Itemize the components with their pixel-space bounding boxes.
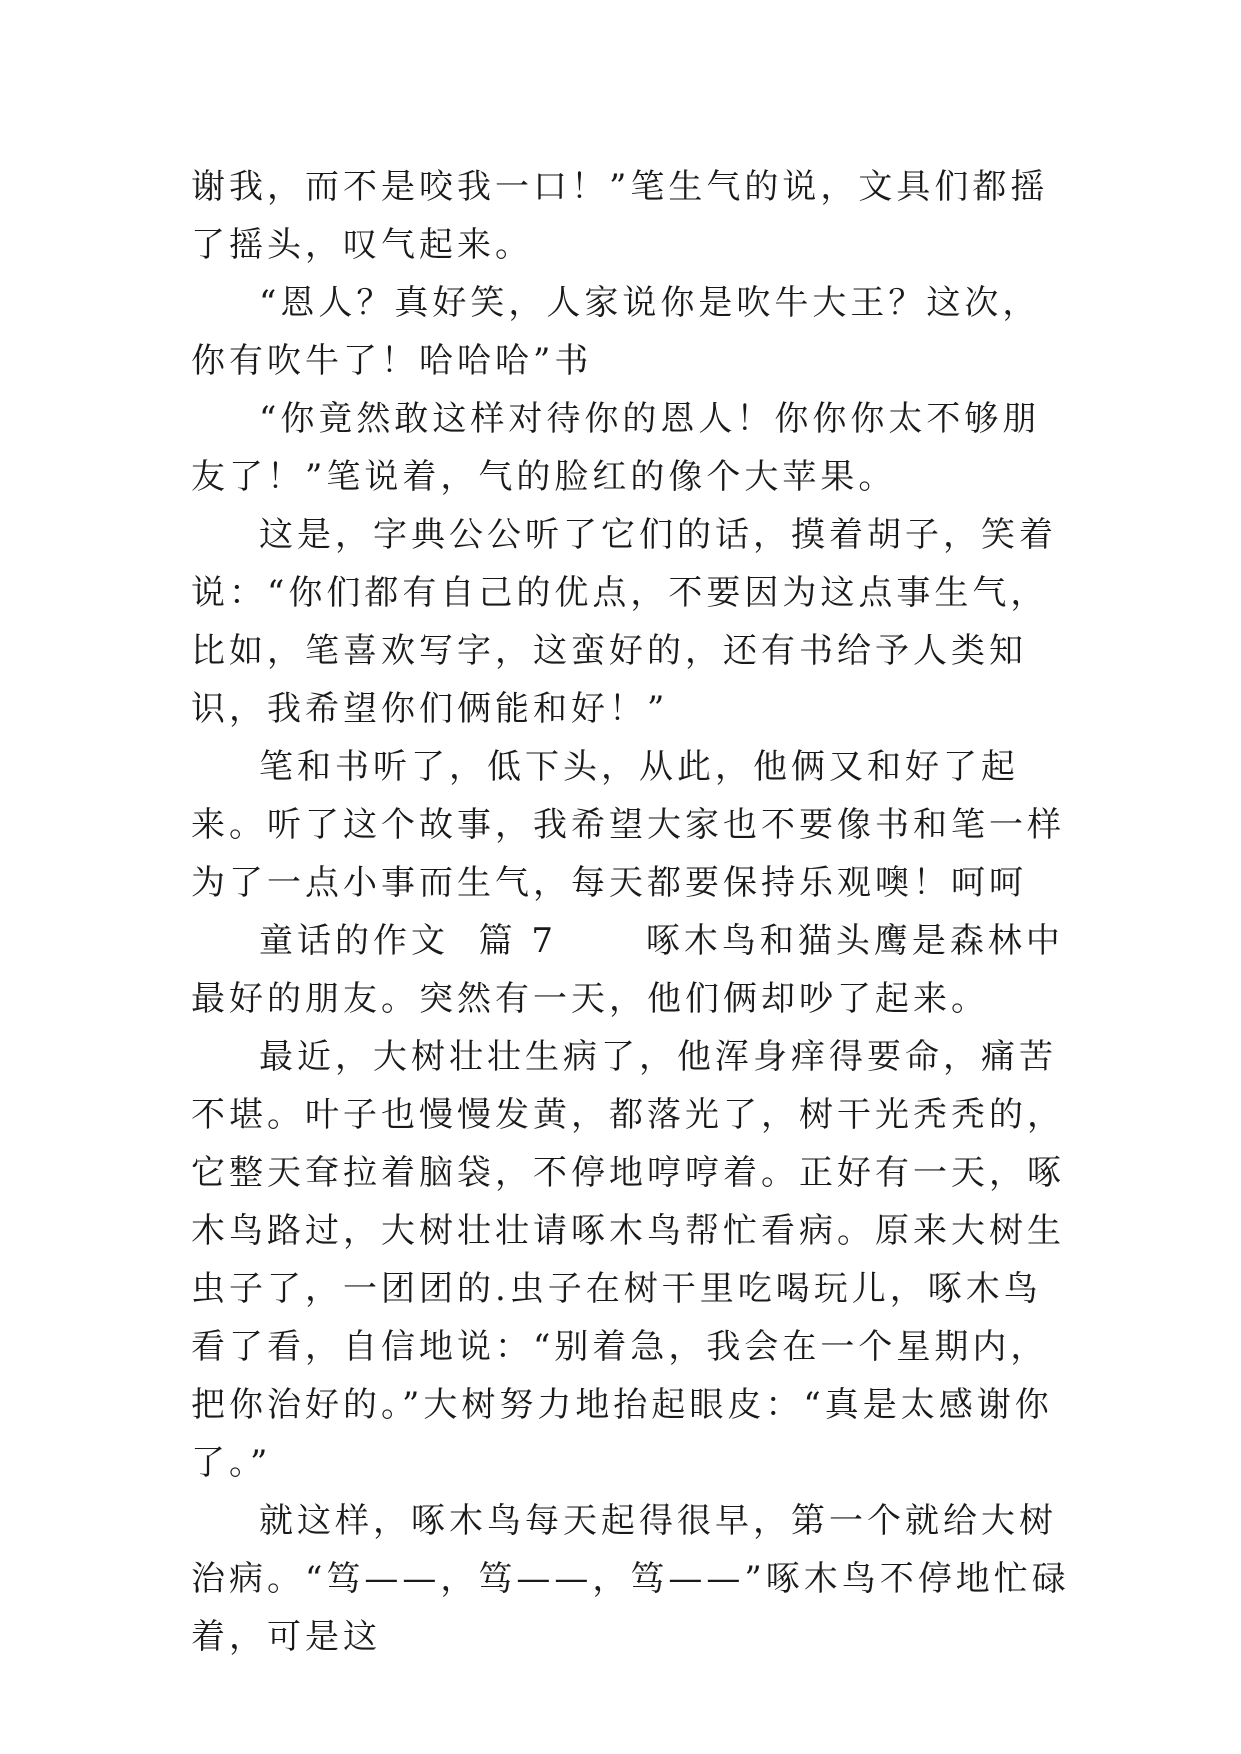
paragraph-essay-7-intro: 童话的作文 篇 7 啄木鸟和猫头鹰是森林中最好的朋友。突然有一天，他们俩却吵了起来。 [191,921,1064,1019]
paragraph-pen-angry: “你竟然敢这样对待你的恩人！你你你太不够朋友了！”笔说着，气的脸红的像个大苹果。 [191,399,1041,497]
paragraph-continuation: 谢我，而不是咬我一口！”笔生气的说，文具们都摇了摇头，叹气起来。 [191,167,1049,265]
paragraph-book-reply: “恩人？真好笑，人家说你是吹牛大王？这次，你有吹牛了！哈哈哈”书 [191,283,1041,381]
paragraph-dictionary-advice: 这是，字典公公听了它们的话，摸着胡子，笑着说：“你们都有自己的优点，不要因为这点事生气，比如，笔喜欢写字，这蛮好的，还有书给予人类知识，我希望你们俩能和好！” [191,515,1057,729]
paragraph-reconciliation: 笔和书听了，低下头，从此，他俩又和好了起来。听了这个故事，我希望大家也不要像书和笔一样为了一点小事而生气，每天都要保持乐观噢！呵呵 [191,747,1065,903]
paragraph-tree-sick: 最近，大树壮壮生病了，他浑身痒得要命，痛苦不堪。叶子也慢慢发黄，都落光了，树干光秃秃的，它整天耷拉着脑袋，不停地哼哼着。正好有一天，啄木鸟路过，大树壮壮请啄木鸟帮忙看病。原来大树生虫子了，一团团的.虫子在树干里吃喝玩儿，啄木鸟看了看，自信地说：“别着急，我会在一个星期内，把你治好的。”大树努力地抬起眼皮：“真是太感谢你了。” [191,1037,1065,1483]
story-text [191,158,1071,1666]
paragraph-woodpecker-work: 就这样，啄木鸟每天起得很早，第一个就给大树治病。“笃——，笃——，笃——”啄木鸟不停地忙碌着，可是这 [191,1501,1070,1657]
